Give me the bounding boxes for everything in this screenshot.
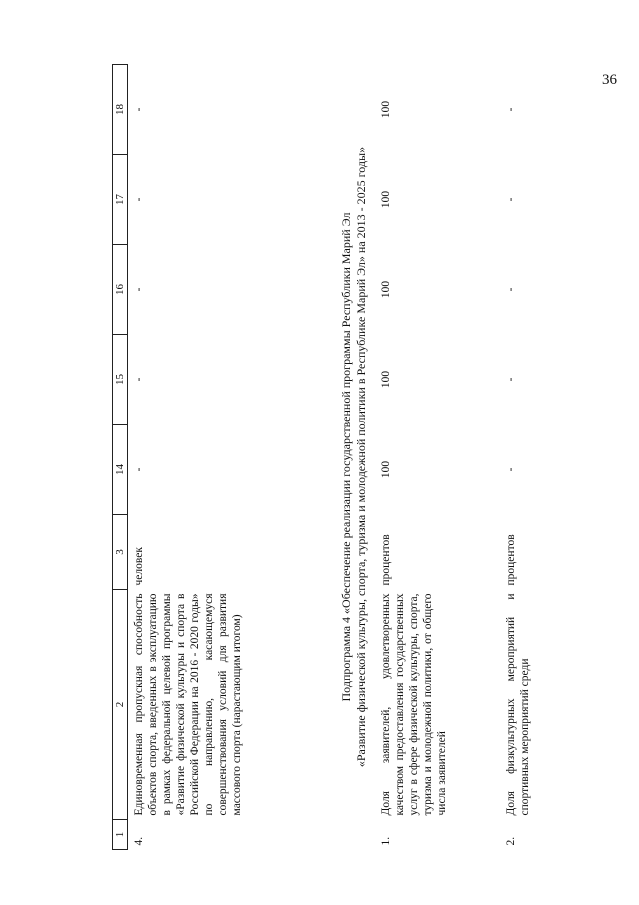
page-number: 36 <box>602 72 617 88</box>
subprogram-heading-row <box>333 65 375 850</box>
value-cell: - <box>133 467 145 472</box>
table-header-row <box>113 65 128 850</box>
subprogram-title-line2: «Развитие физической культуры, спорта, туризма и молодежной политики в Республике Марий Эл» на 2013 - 2025 годы» <box>353 146 368 768</box>
value-cell: - <box>133 107 145 112</box>
value-cell: 100 <box>379 100 392 119</box>
header-cell: 18 <box>113 65 128 155</box>
header-cell: 14 <box>113 425 128 515</box>
value-cell: - <box>133 287 145 292</box>
value-cell: - <box>504 377 517 382</box>
indicator-name: Единовременная пропускная способность объектов спорта, введенных в эксплуатацию в рамках федеральной целевой программы «Развитие физической культуры и спорта в Российской Федерации на 2016 - 2020 годы» по направлению, касающемуся совершенствования условий для развития массового спорта (нарастающим итогом) <box>133 593 243 816</box>
value-cell: - <box>504 107 517 112</box>
value-cell: 100 <box>379 190 392 209</box>
value-cell: - <box>504 287 517 292</box>
value-cell: - <box>133 377 145 382</box>
value-cell: - <box>504 467 517 472</box>
value-cell: - <box>504 197 517 202</box>
value-cell: 100 <box>379 280 392 299</box>
rotated-table-area <box>112 65 632 850</box>
row-number: 4. <box>133 836 145 846</box>
table-row <box>500 65 534 850</box>
header-cell: 2 <box>113 590 128 820</box>
header-cell: 15 <box>113 335 128 425</box>
subprogram-heading <box>333 65 375 850</box>
header-cell: 16 <box>113 245 128 335</box>
value-cell: 100 <box>379 460 392 479</box>
indicators-table <box>112 64 534 850</box>
header-cell: 1 <box>113 820 128 850</box>
header-cell: 3 <box>113 515 128 590</box>
row-number: 1. <box>379 836 392 846</box>
unit-cell: человек <box>133 547 145 586</box>
table-row <box>128 65 333 850</box>
value-cell: 100 <box>379 370 392 389</box>
unit-cell: процентов <box>504 534 517 586</box>
table-row <box>375 65 500 850</box>
value-cell: - <box>133 197 145 202</box>
subprogram-title-line1: Подпрограмма 4 «Обеспечение реализации государственной программы Республики Марий Эл <box>338 212 353 702</box>
row-number: 2. <box>504 836 517 846</box>
indicator-name: Доля заявителей, удовлетворенных качеством предоставления государственных услуг в сфере физической культуры, спорта, туризма и молодежной политики, от общего числа заявителей <box>379 593 448 816</box>
header-cell: 17 <box>113 155 128 245</box>
unit-cell: процентов <box>379 534 392 586</box>
indicator-name: Доля физкультурных мероприятий и спортивных мероприятий среди <box>504 593 531 816</box>
